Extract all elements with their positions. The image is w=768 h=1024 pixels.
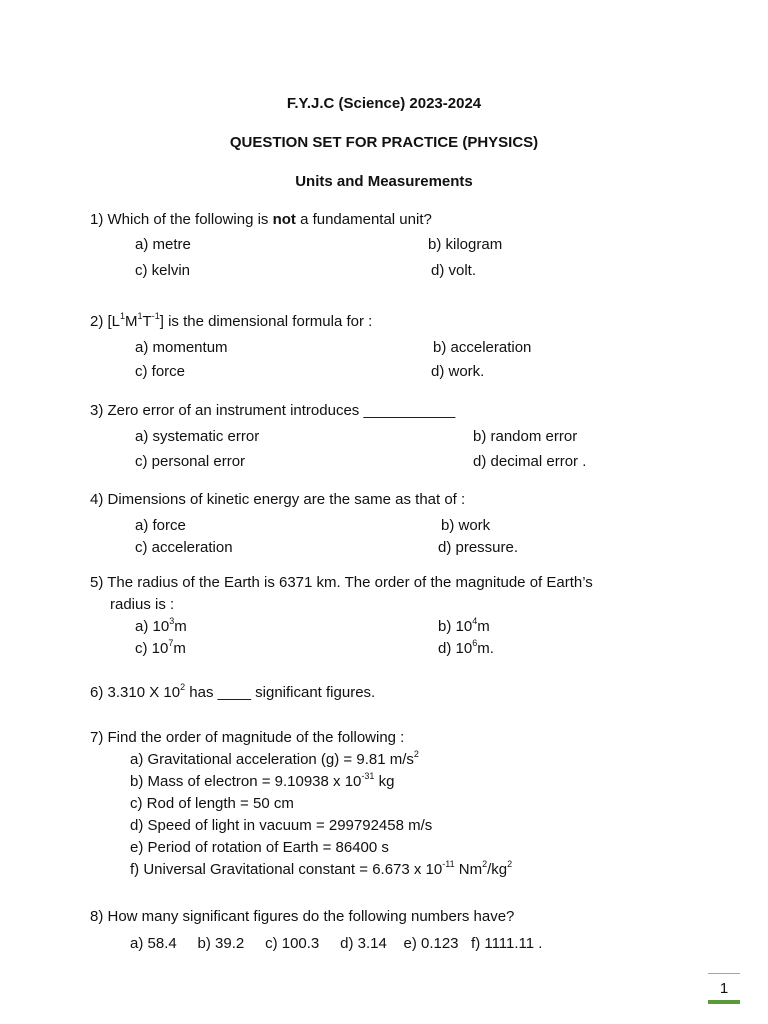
q3-option-d: d) decimal error .: [473, 453, 587, 470]
document-title: F.Y.J.C (Science) 2023-2024: [286, 95, 482, 112]
question-7-stem: 7) Find the order of magnitude of the following :: [90, 729, 405, 746]
q3-option-b: b) random error: [473, 428, 578, 445]
question-1-stem: 1) Which of the following is not a fundamental unit?: [90, 211, 432, 228]
q8-options: a) 58.4 b) 39.2 c) 100.3 d) 3.14 e) 0.123 f) 1111.11 .: [130, 935, 543, 952]
q4-option-a: a) force: [135, 517, 186, 534]
q5-option-d: d) $10^6m$.: [438, 638, 494, 657]
page-number-rule-top: [708, 973, 740, 974]
q4-option-c: c) acceleration: [135, 539, 233, 556]
q1-option-b: b) kilogram: [428, 236, 503, 253]
question-5-stem-continued: radius is :: [110, 596, 175, 613]
emphasis-not: not: [272, 211, 296, 228]
q7-item-b: b) Mass of electron = 9.10938 x $10^{-31}$ kg: [130, 771, 395, 790]
q5-option-c: c) $10^7m$: [135, 638, 186, 657]
q3-option-a: a) systematic error: [135, 428, 260, 445]
q7-item-c: c) Rod of length = 50 cm: [130, 795, 294, 812]
question-6: 6) 3.310 X $10^2$ has ____ significant figures.: [90, 682, 376, 701]
q4-option-b: b) work: [441, 517, 491, 534]
chapter-title: Units and Measurements: [295, 173, 473, 190]
q1-option-d: d) volt.: [431, 262, 477, 279]
page-number: 1: [719, 980, 729, 997]
q7-item-d: d) Speed of light in vacuum = 299792458 m/s: [130, 817, 433, 834]
q1-option-a: a) metre: [135, 236, 191, 253]
q3-option-c: c) personal error: [135, 453, 246, 470]
q2-option-c: c) force: [135, 363, 186, 380]
question-2-stem: 2) $[L^1M^1T^{-1}]$ is the dimensional formula for :: [90, 311, 373, 330]
q5-option-a: a) $10^3m$: [135, 616, 187, 635]
q7-item-f: f) Universal Gravitational constant = 6.673 x $10^{-11}$ $Nm^2/kg^2$: [130, 859, 513, 878]
q5-option-b: b) $10^4m$: [438, 616, 490, 635]
q4-option-d: d) pressure.: [438, 539, 519, 556]
q2-option-b: b) acceleration: [433, 339, 532, 356]
document-subtitle: QUESTION SET FOR PRACTICE (PHYSICS): [229, 134, 539, 151]
question-4-stem: 4) Dimensions of kinetic energy are the same as that of :: [90, 491, 466, 508]
q7-item-a: a) Gravitational acceleration (g) = 9.81 $m/s^2$: [130, 749, 419, 768]
q2-option-a: a) momentum: [135, 339, 228, 356]
question-5-stem: 5) The radius of the Earth is 6371 km. The order of the magnitude of Earth’s: [90, 574, 593, 591]
question-3-stem: 3) Zero error of an instrument introduces ___________: [90, 402, 456, 419]
q2-option-d: d) work.: [431, 363, 485, 380]
q1-option-c: c) kelvin: [135, 262, 191, 279]
q7-item-e: e) Period of rotation of Earth = 86400 s: [130, 839, 389, 856]
page-number-rule-bottom: [708, 1000, 740, 1004]
question-8-stem: 8) How many significant figures do the following numbers have?: [90, 908, 515, 925]
